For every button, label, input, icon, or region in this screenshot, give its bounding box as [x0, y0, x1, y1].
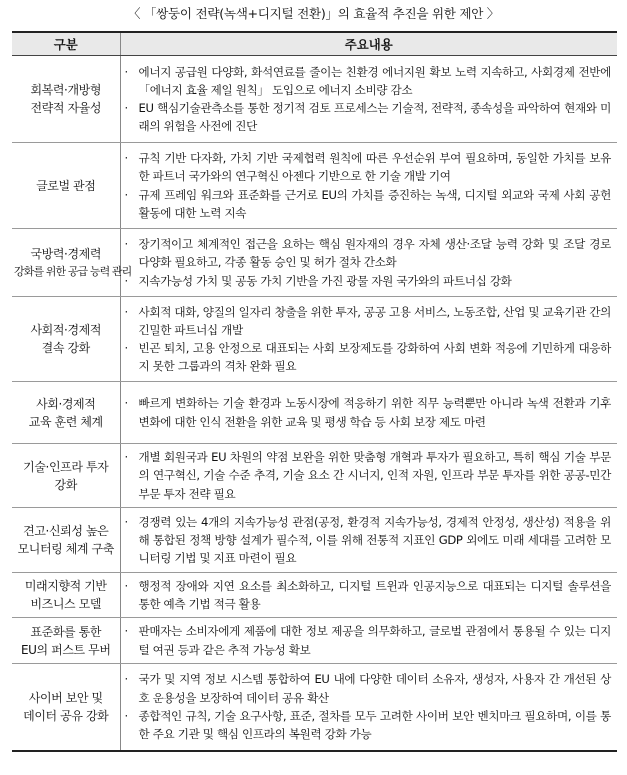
category-line: 전략적 자율성: [30, 101, 102, 115]
bullet: ·: [124, 341, 128, 355]
list-item-text: 빠르게 변화하는 기술 환경과 노동시장에 적응하기 위한 직무 능력뿐만 아니라 녹색 전환과 기후 변화에 대한 인식 전환을 위한 교육 및 평생 학습 등 사회 보장 제도 마련: [138, 396, 611, 429]
list-item: [125, 670, 612, 706]
list-item: [125, 149, 612, 185]
row-category: [12, 573, 120, 618]
row-content: [120, 508, 617, 573]
bullet: ·: [124, 151, 128, 166]
list-item-text: 지속가능성 가치 및 공동 가치 기반을 가진 광물 자원 국가와의 파트너십 강화: [138, 273, 512, 288]
table-row: [12, 229, 617, 297]
row-content: [120, 297, 617, 382]
row-category: [12, 56, 120, 143]
list-item-text: 규제 프레임 워크와 표준화를 근거로 EU의 가치를 증진하는 녹색, 디지털 외교와 국제 사회 공헌 활동에 대한 노력 지속: [138, 187, 611, 220]
bullet: ·: [124, 304, 128, 319]
column-header-category: 구분: [12, 32, 120, 56]
list-item: [125, 99, 612, 135]
row-category: [12, 618, 120, 664]
table-row: [12, 382, 617, 444]
list-item-text: 국가 및 지역 정보 시스템 통합하여 EU 내에 다양한 데이터 소유자, 생성자, 사용자 간 개선된 상호 운용성을 보장하여 데이터 공유 확산: [138, 672, 611, 705]
table-row: [12, 444, 617, 508]
row-category: [12, 508, 120, 573]
category-line: 교육 훈련 체계: [28, 414, 103, 429]
list-item: [125, 448, 612, 503]
proposal-table: [12, 31, 617, 752]
row-content: [120, 382, 617, 444]
bullet: ·: [124, 396, 128, 411]
list-item: [125, 707, 612, 743]
category-line: 글로벌 관점: [36, 178, 96, 193]
row-content: [120, 143, 617, 229]
category-line: 사이버 보안 및: [28, 690, 103, 705]
list-item-text: 사회적 대화, 양질의 일자리 창출을 위한 투자, 공공 고용 서비스, 노동조합, 산업 및 교육기관 간의 긴밀한 파트너십 개발: [138, 304, 611, 337]
bullet: ·: [124, 64, 128, 79]
row-content: [120, 56, 617, 143]
bullet: ·: [124, 672, 128, 687]
table-row: [12, 573, 617, 618]
bullet: ·: [124, 101, 128, 115]
bullet: ·: [124, 450, 128, 465]
bullet: ·: [124, 273, 128, 288]
category-line: 비즈니스 모델: [30, 597, 102, 611]
row-category: [12, 297, 120, 382]
list-item-text: EU 핵심기술관측소를 통한 정기적 검토 프로세스는 기술적, 전략적, 종속성을 파악하여 현재와 미래의 위험을 사전에 진단: [138, 101, 611, 134]
row-content: [120, 229, 617, 297]
row-category: [12, 229, 132, 297]
category-line: 데이터 공유 강화: [23, 708, 109, 723]
row-category: [12, 444, 120, 508]
bullet: ·: [124, 187, 128, 202]
list-item: [125, 394, 612, 430]
list-item-text: 경쟁력 있는 4개의 지속가능성 관점(공정, 환경적 지속가능성, 경제적 안정성, 생산성) 적용을 위해 통합된 정책 방향 설계가 필수적, 이를 위해 전통적 지표인 GDP 외에도 미래 세대를 고려한 모니터링 기법 및 지표 마련이 필요: [138, 514, 611, 566]
list-item: [125, 339, 612, 375]
list-item: [125, 272, 612, 290]
row-content: [120, 618, 617, 664]
table-row: [12, 297, 617, 382]
table-title: 〈 「쌍둥이 전략(녹색+디지털 전환)」의 효율적 추진을 위한 제안 〉: [127, 6, 500, 21]
category-line: 강화를 위한 공급 능력 관리: [14, 264, 132, 278]
list-item: [125, 303, 612, 339]
bullet: ·: [124, 578, 128, 593]
bullet: ·: [124, 514, 128, 529]
list-item: [125, 235, 612, 271]
category-line: 회복력·개방형: [30, 83, 102, 97]
row-content: [120, 444, 617, 508]
table-row: [12, 664, 617, 751]
list-item-text: 빈곤 퇴치, 고용 안정으로 대표되는 사회 보장제도를 강화하여 사회 변화 적응에 기민하게 대응하지 못한 그룹과의 격차 완화 필요: [138, 341, 611, 374]
category-line: 기술·인프라 투자: [23, 459, 109, 474]
category-line: EU의 퍼스트 무버: [20, 642, 111, 657]
list-item-text: 종합적인 규칙, 기술 요구사항, 표준, 절차를 모두 고려한 사이버 보안 벤치마크 필요하며, 이를 통한 주요 기관 및 핵심 인프라의 복원력 강화 가능: [138, 708, 611, 741]
table-header-row: [12, 32, 617, 56]
category-line: 표준화를 통한: [30, 624, 102, 639]
category-line: 견고·신뢰성 높은: [23, 524, 109, 538]
bullet: ·: [124, 237, 128, 252]
category-line: 강화: [54, 477, 77, 492]
list-item-text: 장기적이고 체계적인 접근을 요하는 핵심 원자재의 경우 자체 생산·조달 능력 강화 및 조달 경로 다양화 필요하고, 각종 활동 승인 및 허가 절차 간소화: [138, 237, 611, 270]
table-row: [12, 56, 617, 143]
category-line: 국방력·경제력: [30, 246, 102, 261]
list-item: [125, 63, 612, 99]
category-line: 사회적·경제적: [30, 323, 102, 337]
category-line: 미래지향적 기반: [24, 579, 107, 593]
bullet: ·: [124, 708, 128, 723]
category-line: 사회·경제적: [36, 396, 96, 411]
column-header-content: 주요내용: [120, 32, 617, 56]
list-item: [125, 577, 612, 613]
row-category: [12, 143, 120, 229]
bullet: ·: [124, 624, 128, 639]
row-content: [120, 664, 617, 751]
category-line: 결속 강화: [41, 341, 90, 355]
list-item-text: 행정적 장애와 지연 요소를 최소화하고, 디지털 트윈과 인공지능으로 대표되는 디지털 솔루션을 통한 예측 기법 적극 활용: [138, 578, 611, 611]
table-row: [12, 508, 617, 573]
list-item: [125, 513, 612, 568]
list-item-text: 개별 회원국과 EU 차원의 약점 보완을 위한 맞춤형 개혁과 투자가 필요하고, 특히 핵심 기술 부문의 연구혁신, 기술 수준 추격, 기술 요소 간 시너지, 인적 자원, 인프라 부문 투자를 위한 공공-민간 부문 투자 전략 필요: [138, 450, 611, 501]
row-category: [12, 664, 120, 751]
row-content: [120, 573, 617, 618]
row-category: [12, 382, 120, 444]
table-row: [12, 618, 617, 664]
list-item-text: 에너지 공급원 다양화, 화석연료를 줄이는 친환경 에너지원 확보 노력 지속하고, 사회경제 전반에 「에너지 효율 제일 원칙」 도입으로 에너지 소비량 감소: [138, 64, 611, 97]
list-item: [125, 622, 612, 658]
list-item: [125, 186, 612, 222]
list-item-text: 규칙 기반 다자화, 가치 기반 국제협력 원칙에 따른 우선순위 부여 필요하며, 동일한 가치를 보유한 파트너 국가와의 연구혁신 아젠다 기반으로 한 기술 개발 기여: [138, 151, 611, 184]
list-item-text: 판매자는 소비자에게 제품에 대한 정보 제공을 의무화하고, 글로벌 관점에서 통용될 수 있는 디지털 여권 등과 같은 추적 가능성 확보: [138, 624, 611, 657]
table-row: [12, 143, 617, 229]
category-line: 모니터링 체계 구축: [17, 542, 114, 556]
